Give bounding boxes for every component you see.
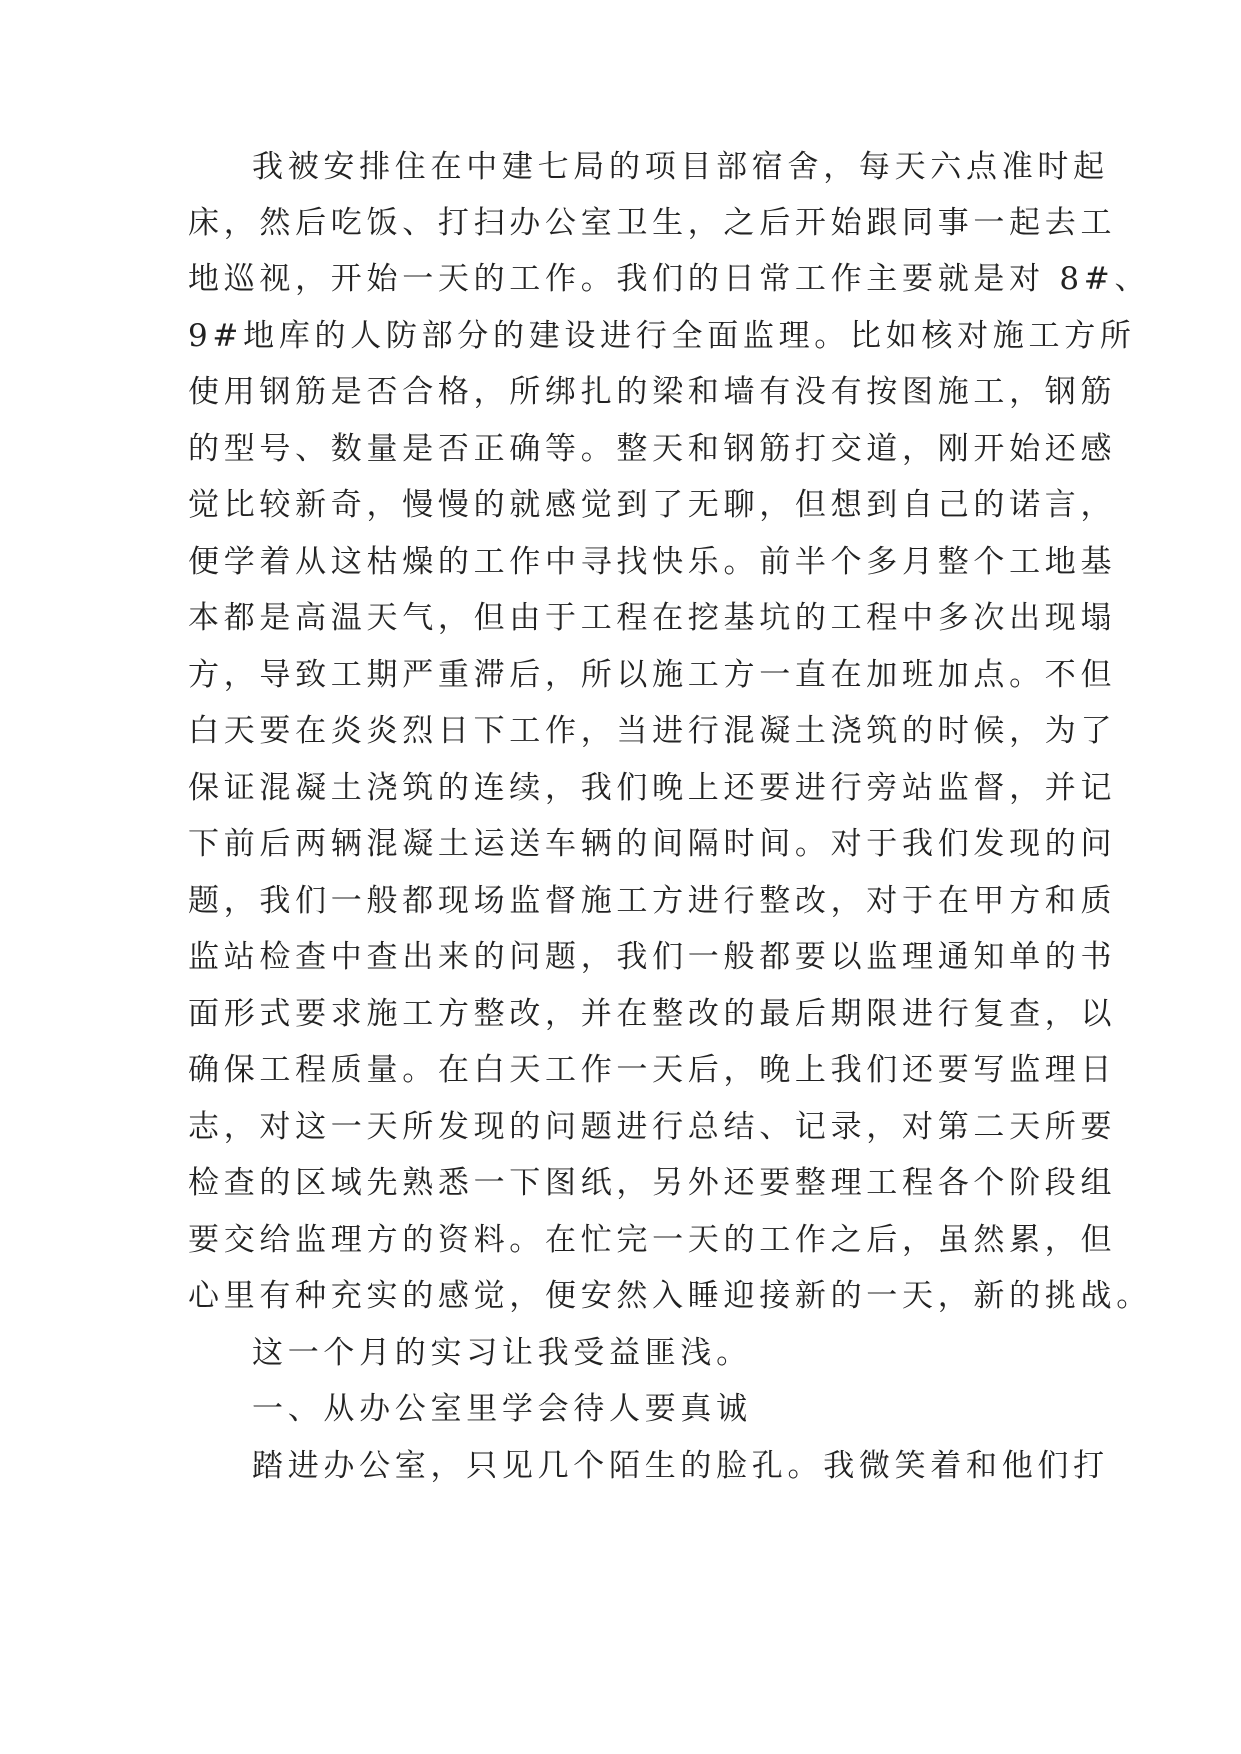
text-line-6: 的型号、数量是否正确等。整天和钢筋打交道，刚开始还感	[188, 431, 1117, 467]
text-line-7: 觉比较新奇，慢慢的就感觉到了无聊，但想到自己的诺言，	[188, 487, 1117, 523]
text-line-20: 要交给监理方的资料。在忙完一天的工作之后，虽然累，但	[188, 1222, 1117, 1258]
text-line-10: 方，导致工期严重滞后，所以施工方一直在加班加点。不但	[188, 657, 1117, 693]
text-line-1: 我被安排住在中建七局的项目部宿舍，每天六点准时起	[252, 149, 1109, 185]
section-heading: 一、从办公室里学会待人要真诚	[252, 1391, 752, 1427]
text-line-8: 便学着从这枯燥的工作中寻找快乐。前半个多月整个工地基	[188, 544, 1117, 580]
text-line-19: 检查的区域先熟悉一下图纸，另外还要整理工程各个阶段组	[188, 1165, 1117, 1201]
text-line-15: 监站检查中查出来的问题，我们一般都要以监理通知单的书	[188, 939, 1117, 975]
text-line-21: 心里有种充实的感觉，便安然入睡迎接新的一天，新的挑战。	[188, 1278, 1152, 1314]
text-line-3: 地巡视，开始一天的工作。我们的日常工作主要就是对 8#、	[188, 261, 1151, 297]
text-line-9: 本都是高温天气，但由于工程在挖基坑的工程中多次出现塌	[188, 600, 1117, 636]
text-line-5: 使用钢筋是否合格，所绑扎的梁和墙有没有按图施工，钢筋	[188, 374, 1117, 410]
text-line-4: 9#地库的人防部分的建设进行全面监理。比如核对施工方所	[188, 318, 1136, 354]
text-line-2: 床，然后吃饭、打扫办公室卫生，之后开始跟同事一起去工	[188, 205, 1117, 241]
text-line-13: 下前后两辆混凝土运送车辆的间隔时间。对于我们发现的问	[188, 826, 1117, 862]
text-line-22: 这一个月的实习让我受益匪浅。	[252, 1335, 752, 1371]
text-line-14: 题，我们一般都现场监督施工方进行整改，对于在甲方和质	[188, 883, 1117, 919]
text-line-24: 踏进办公室，只见几个陌生的脸孔。我微笑着和他们打	[252, 1448, 1109, 1484]
text-line-12: 保证混凝土浇筑的连续，我们晚上还要进行旁站监督，并记	[188, 770, 1117, 806]
text-line-16: 面形式要求施工方整改，并在整改的最后期限进行复查，以	[188, 996, 1117, 1032]
text-line-11: 白天要在炎炎烈日下工作，当进行混凝土浇筑的时候，为了	[188, 713, 1117, 749]
text-line-17: 确保工程质量。在白天工作一天后，晚上我们还要写监理日	[188, 1052, 1117, 1088]
text-line-18: 志，对这一天所发现的问题进行总结、记录，对第二天所要	[188, 1109, 1117, 1145]
